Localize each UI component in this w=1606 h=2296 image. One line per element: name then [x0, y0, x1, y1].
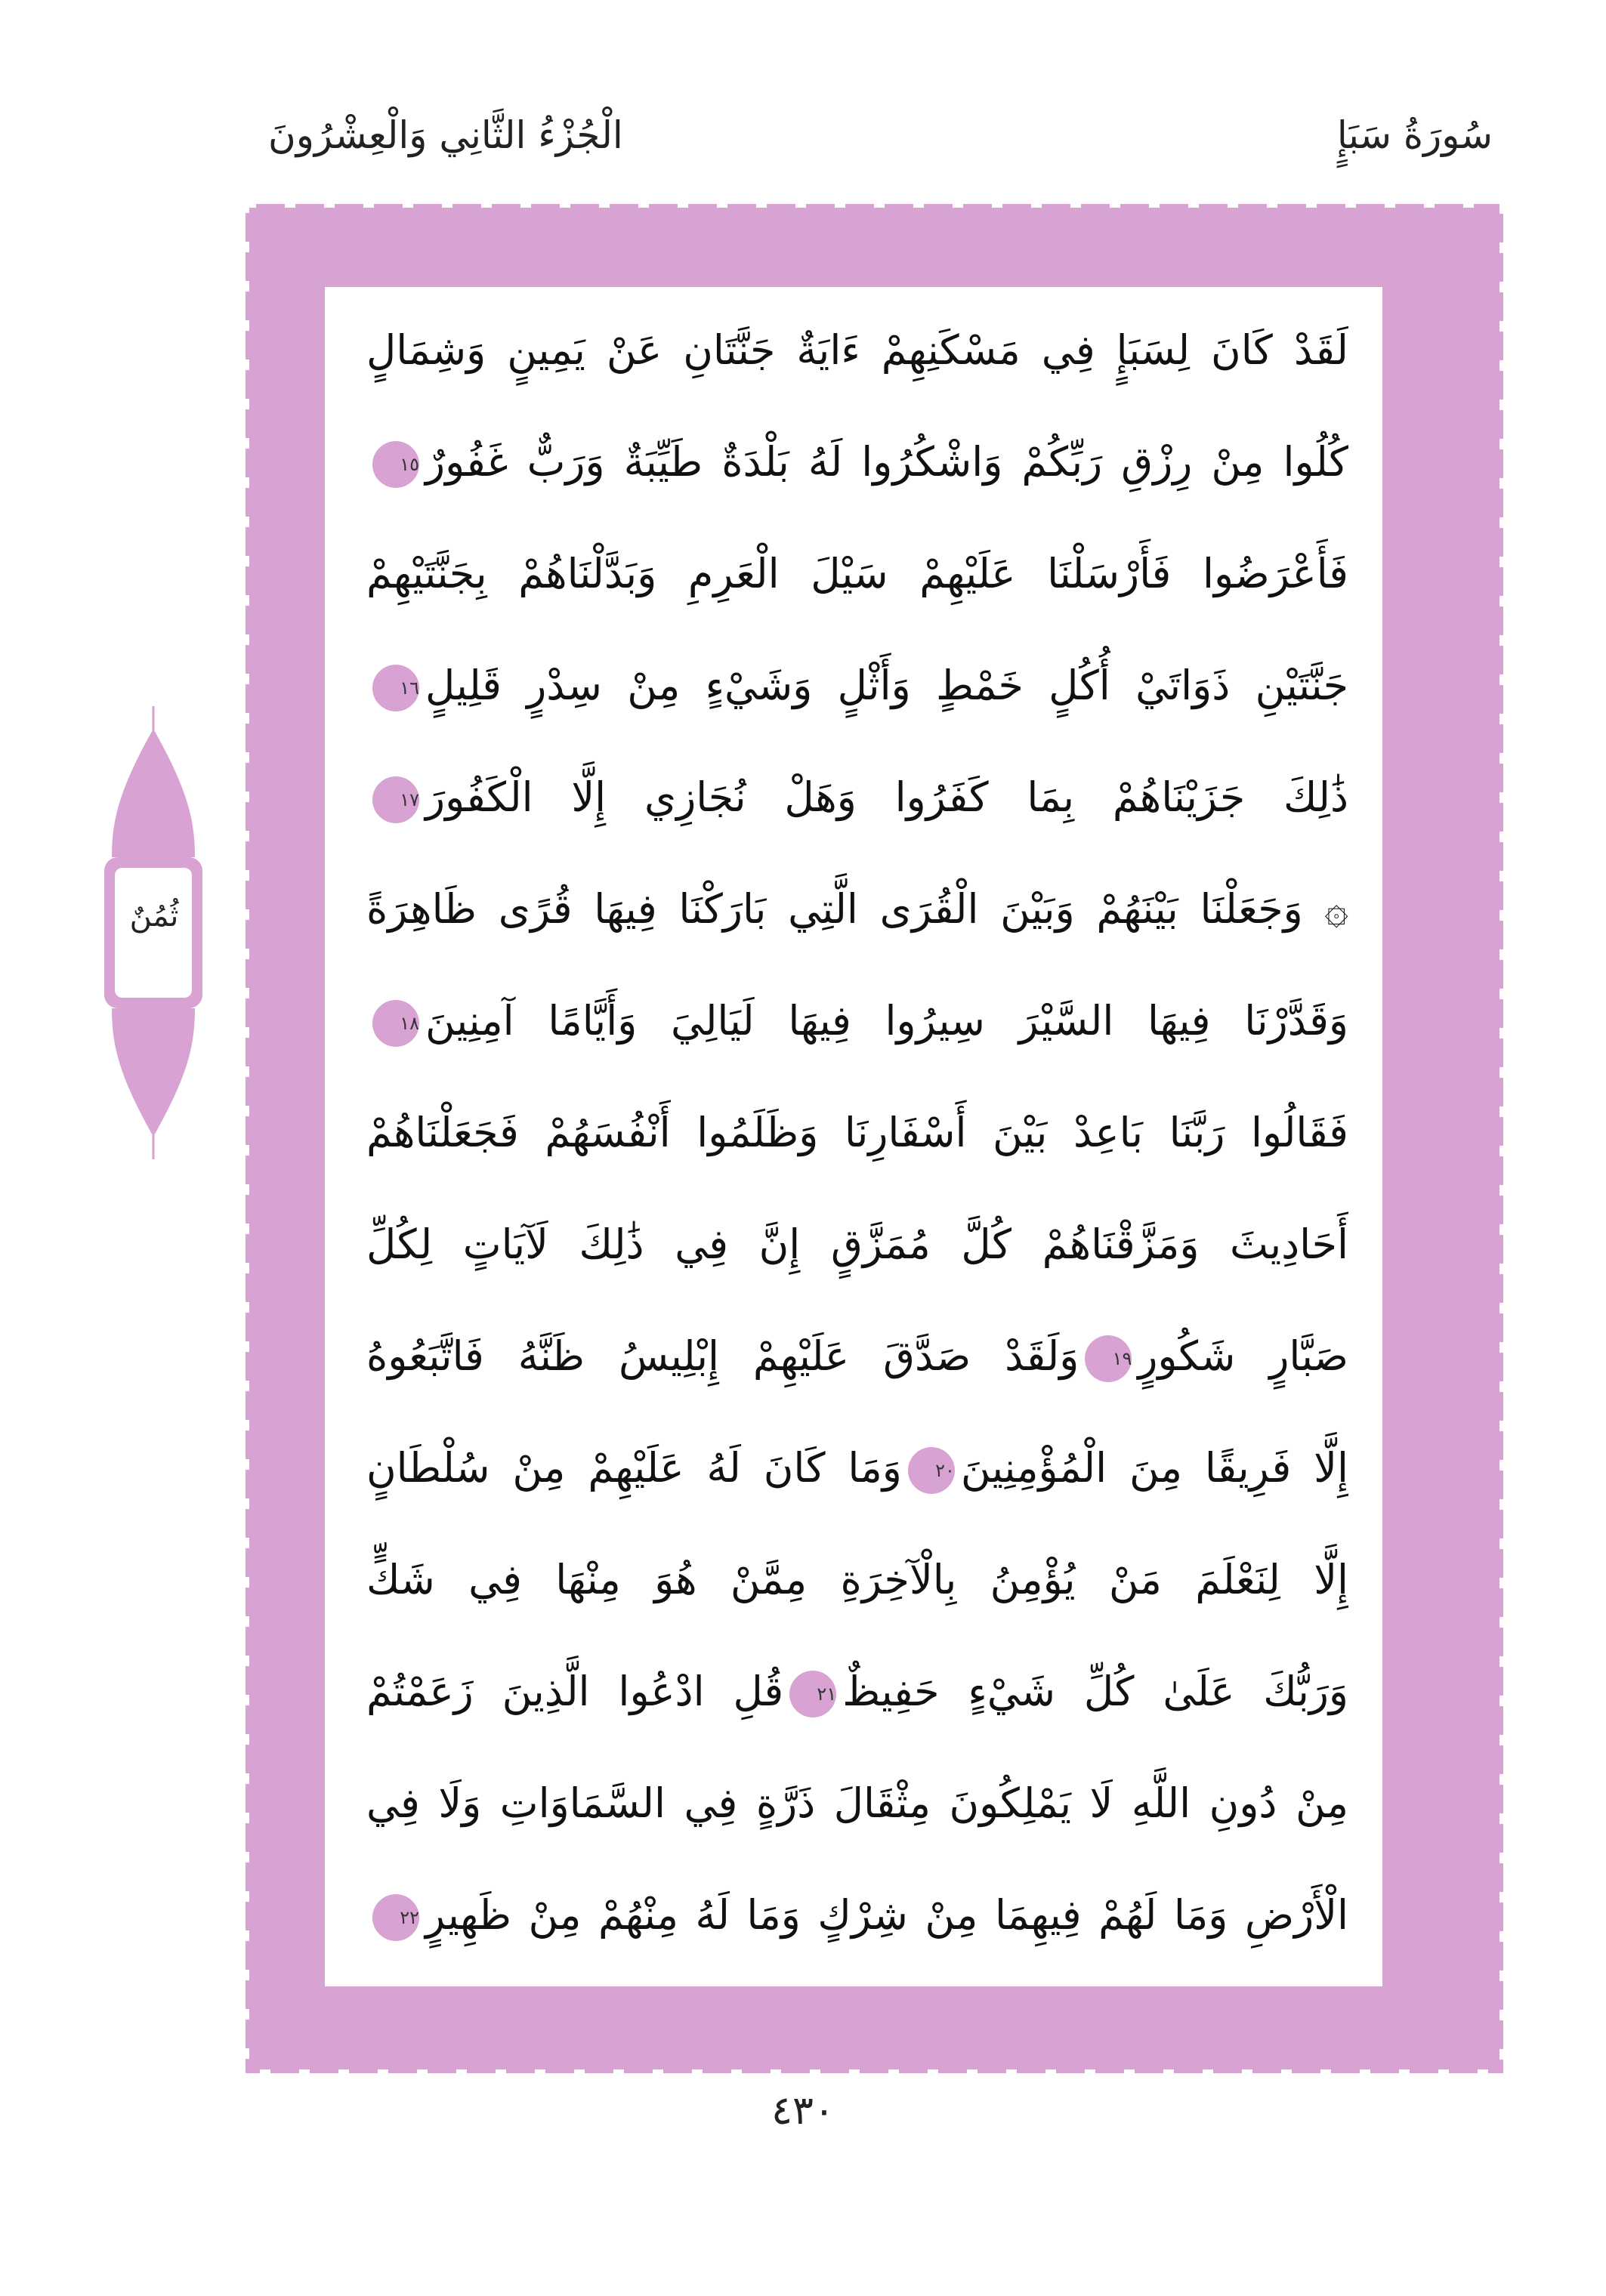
text-panel [325, 287, 1382, 1986]
ayah-number-marker: ٢٠ [908, 1447, 955, 1494]
verse-text: ذَٰلِكَ جَزَيْنَاهُمْ بِمَا كَفَرُوا وَهَلْ نُجَازِي إِلَّا الْكَفُورَ [425, 773, 1348, 821]
ayah-number-marker: ١٦ [372, 665, 419, 711]
verse-line [366, 853, 1348, 965]
verse-text: وَمَا كَانَ لَهُ عَلَيْهِمْ مِنْ سُلْطَانٍ [366, 1444, 902, 1492]
ayah-number-marker: ١٧ [372, 776, 419, 823]
ayah-number-marker: ١٥ [372, 441, 419, 488]
verse-text: كُلُوا مِنْ رِزْقِ رَبِّكُمْ وَاشْكُرُوا لَهُ بَلْدَةٌ طَيِّبَةٌ وَرَبٌّ غَفُورٌ [425, 438, 1348, 486]
hizb-marker-label: ثُمُنٌ [129, 899, 179, 934]
verse-text: وَرَبُّكَ عَلَىٰ كُلِّ شَيْءٍ حَفِيظٌ [842, 1668, 1348, 1715]
verse-line [366, 630, 1348, 742]
verse-line [366, 1524, 1348, 1636]
verse-line [366, 742, 1348, 853]
verse-line [366, 1859, 1348, 1971]
verse-text: ۞ وَجَعَلْنَا بَيْنَهُمْ وَبَيْنَ الْقُرَى الَّتِي بَارَكْنَا فِيهَا قُرًى ظَاهِرَةً [366, 885, 1348, 933]
verse-text: وَلَقَدْ صَدَّقَ عَلَيْهِمْ إِبْلِيسُ ظَنَّهُ فَاتَّبَعُوهُ [366, 1332, 1079, 1380]
ayah-number-marker: ٢٢ [372, 1894, 419, 1941]
verse-text: صَبَّارٍ شَكُورٍ [1138, 1332, 1348, 1380]
juz-title: الْجُزْءُ الثَّانِي وَالْعِشْرُونَ [268, 113, 623, 157]
verse-text: فَقَالُوا رَبَّنَا بَاعِدْ بَيْنَ أَسْفَارِنَا وَظَلَمُوا أَنْفُسَهُمْ فَجَعَلْنَاهُمْ [366, 1109, 1348, 1156]
ayah-number-marker: ٢١ [789, 1671, 836, 1717]
verse-text: فَأَعْرَضُوا فَأَرْسَلْنَا عَلَيْهِمْ سَيْلَ الْعَرِمِ وَبَدَّلْنَاهُمْ بِجَنَّتَيْهِمْ [366, 550, 1348, 597]
verse-text: مِنْ دُونِ اللَّهِ لَا يَمْلِكُونَ مِثْقَالَ ذَرَّةٍ فِي السَّمَاوَاتِ وَلَا فِي [366, 1779, 1348, 1827]
verse-line [366, 406, 1348, 518]
verse-lines [366, 295, 1348, 1971]
verse-text: أَحَادِيثَ وَمَزَّقْنَاهُمْ كُلَّ مُمَزَّقٍ إِنَّ فِي ذَٰلِكَ لَآيَاتٍ لِكُلِّ [366, 1221, 1348, 1268]
verse-line [366, 1636, 1348, 1748]
page-number: ٤٣٠ [771, 2088, 835, 2134]
verse-line [366, 1748, 1348, 1859]
ayah-number-marker: ١٨ [372, 1000, 419, 1047]
verse-text: قُلِ ادْعُوا الَّذِينَ زَعَمْتُمْ [366, 1668, 784, 1715]
verse-text: إِلَّا لِنَعْلَمَ مَنْ يُؤْمِنُ بِالْآخِرَةِ مِمَّنْ هُوَ مِنْهَا فِي شَكٍّ [366, 1556, 1348, 1603]
verse-line [366, 1189, 1348, 1301]
verse-line [366, 518, 1348, 630]
verse-text: الْأَرْضِ وَمَا لَهُمْ فِيهِمَا مِنْ شِرْكٍ وَمَا لَهُ مِنْهُمْ مِنْ ظَهِيرٍ [425, 1891, 1348, 1939]
page-frame [246, 204, 1503, 2073]
ayah-number-marker: ١٩ [1085, 1335, 1132, 1382]
surah-title: سُورَةُ سَبَإٍ [1336, 113, 1493, 157]
verse-line [366, 295, 1348, 406]
verse-line [366, 1077, 1348, 1189]
verse-line [366, 1301, 1348, 1412]
verse-text: لَقَدْ كَانَ لِسَبَإٍ فِي مَسْكَنِهِمْ ءَايَةٌ جَنَّتَانِ عَنْ يَمِينٍ وَشِمَالٍ [366, 326, 1348, 374]
verse-text: إِلَّا فَرِيقًا مِنَ الْمُؤْمِنِينَ [960, 1444, 1348, 1492]
verse-line [366, 965, 1348, 1077]
verse-line [366, 1412, 1348, 1524]
verse-text: وَقَدَّرْنَا فِيهَا السَّيْرَ سِيرُوا فِيهَا لَيَالِيَ وَأَيَّامًا آمِنِينَ [425, 997, 1348, 1045]
verse-text: جَنَّتَيْنِ ذَوَاتَيْ أُكُلٍ خَمْطٍ وَأَثْلٍ وَشَيْءٍ مِنْ سِدْرٍ قَلِيلٍ [425, 662, 1348, 709]
